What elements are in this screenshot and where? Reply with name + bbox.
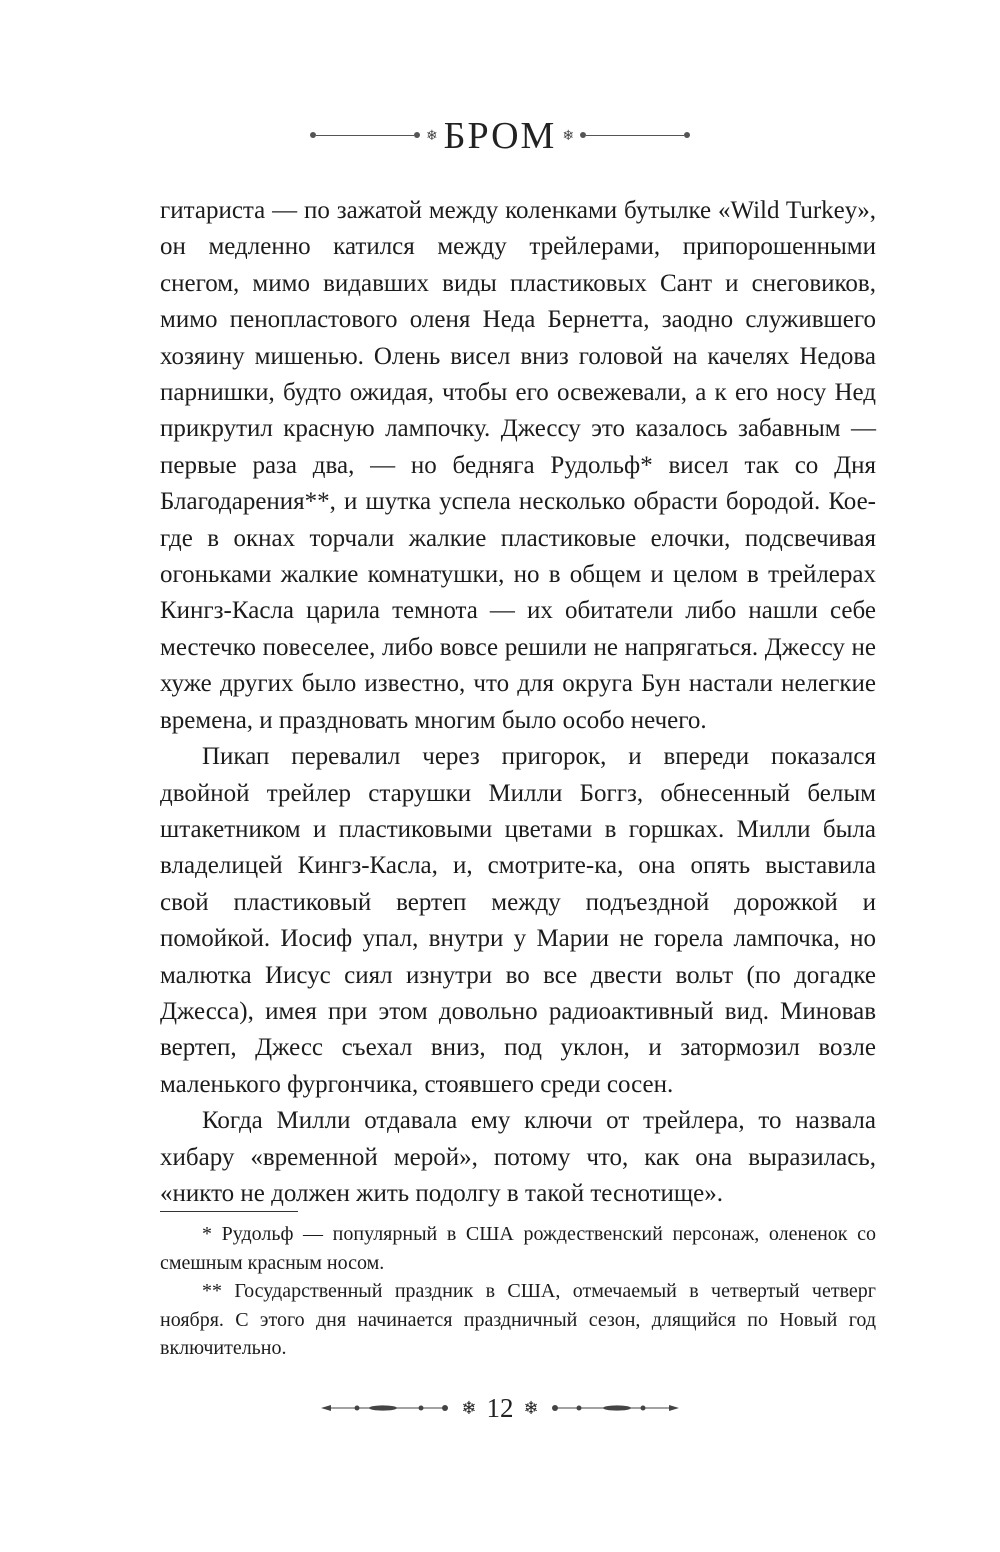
paragraph: гитариста — по зажатой между коленками бутылке «Wild Turkey», он медленно катился между трейлерами, припорошенными снегом, мимо видавших виды пластиковых Сант и снеговиков, мимо пенопластового оленя Неда Бернетта, заодно служившего хозяину мишенью. Олень висел вниз головой на качелях Недова парнишки, будто ожидая, чтобы его освежевали, а к его носу Нед прикрутил красную лампочку. Джессу это казалось забавным — первые раза два, — но бедняга Рудольф* висел так со Дня Благодарения**, и шутка успела несколько обрасти бородой. Кое-где в окнах торчали жалкие пластиковые елочки, подсвечивая огоньками жалкие комнатушки, но в общем и целом в трейлерах Кингз-Касла царила темнота — их обитатели либо нашли себе местечко повеселее, либо вовсе решили не напрягаться. Джессу не хуже других было известно, что для округа Бун настали нелегкие времена, и праздновать многим было особо нечего. [160, 197, 876, 734]
snowflake-icon: ❄ [562, 128, 575, 144]
footnote-separator [160, 1211, 298, 1212]
page-number: 12 [486, 1392, 514, 1423]
snowflake-icon: ❄ [425, 128, 438, 144]
book-title: БРОМ [443, 115, 557, 157]
running-header [0, 112, 1000, 160]
snowflake-icon: ❄ [523, 1397, 539, 1419]
footnote: * Рудольф — популярный в США рождественский персонаж, олененок со смешным красным носом. [160, 1223, 876, 1274]
footnotes [160, 1220, 876, 1363]
header-rule-left [310, 131, 420, 141]
header-rule-right [580, 131, 690, 141]
footer-ornament-right [549, 1403, 679, 1413]
main-text [160, 193, 876, 1212]
page-footer [0, 1388, 1000, 1428]
footnote: ** Государственный праздник в США, отмечаемый в четвертый четверг ноября. С этого дня начинается праздничный сезон, длящийся по Новый год включительно. [160, 1280, 876, 1359]
paragraph: Когда Милли отдавала ему ключи от трейлера, то назвала хибару «временной мерой», потому что, как она выразилась, «никто не должен жить подолгу в такой теснотище». [160, 1107, 876, 1207]
footer-ornament-left [321, 1403, 451, 1413]
snowflake-icon: ❄ [461, 1397, 477, 1419]
paragraph: Пикап перевалил через пригорок, и впереди показался двойной трейлер старушки Милли Боггз, обнесенный белым штакетником и пластиковыми цветами в горшках. Милли была владелицей Кингз-Касла, и, смотрите-ка, она опять выставила свой пластиковый вертеп между подъездной дорожкой и помойкой. Иосиф упал, внутри у Марии не горела лампочка, но малютка Иисус сиял изнутри во все двести вольт (по догадке Джесса), имея при этом довольно радиоактивный вид. Миновав вертеп, Джесс съехал вниз, под уклон, и затормозил возле маленького фургончика, стоявшего среди сосен. [160, 743, 876, 1098]
